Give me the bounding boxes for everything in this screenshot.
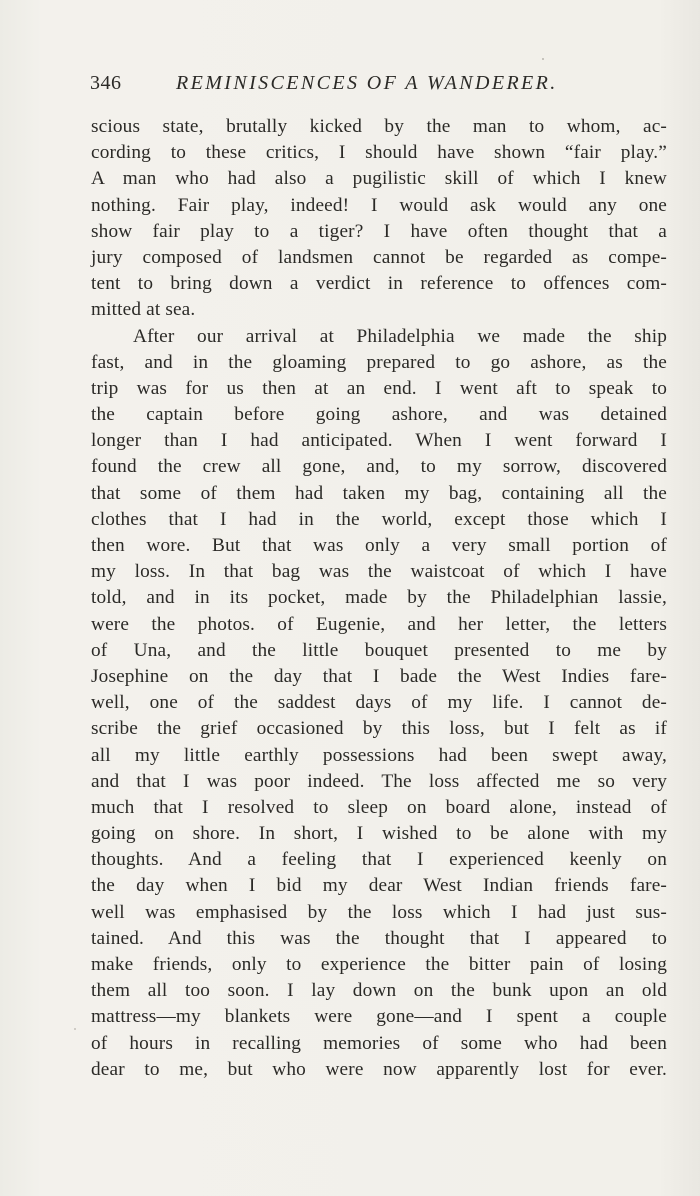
text-line: found the crew all gone, and, to my sorrow, discovered: [91, 456, 667, 478]
text-line: mattress—my blankets were gone—and I spent a couple: [91, 1006, 667, 1028]
text-line: much that I resolved to sleep on board alone, instead of: [91, 796, 667, 818]
body-text: [91, 114, 667, 1083]
text-line: clothes that I had in the world, except those which I: [91, 508, 667, 530]
text-line: told, and in its pocket, made by the Philadelphian lassie,: [91, 587, 667, 609]
text-line: make friends, only to experience the bitter pain of losing: [91, 954, 667, 975]
paragraph-first-line: After our arrival at Philadelphia we made the ship: [133, 325, 667, 347]
text-line: thoughts. And a feeling that I experienced keenly on: [91, 849, 667, 871]
text-line: all my little earthly possessions had been swept away,: [91, 744, 667, 766]
page-header: [90, 72, 668, 106]
paper-speck: [74, 1028, 76, 1030]
text-line: and that I was poor indeed. The loss affected me so very: [91, 770, 667, 792]
text-line: scribe the grief occasioned by this loss, but I felt as if: [91, 718, 667, 740]
text-line: the captain before going ashore, and was detained: [91, 404, 667, 426]
paper-speck: [542, 58, 544, 60]
text-line: A man who had also a pugilistic skill of which I knew: [91, 168, 667, 190]
text-line: show fair play to a tiger? I have often thought that a: [91, 220, 667, 242]
text-line: then wore. But that was only a very small portion of: [91, 535, 667, 556]
text-line: my loss. In that bag was the waistcoat of which I have: [91, 561, 667, 583]
text-line: dear to me, but who were now apparently lost for ever.: [91, 1058, 667, 1080]
text-line: jury composed of landsmen cannot be regarded as compe-: [91, 246, 667, 268]
text-line: them all too soon. I lay down on the bunk upon an old: [91, 980, 667, 1002]
paragraph-end-line: mitted at sea.: [91, 299, 196, 321]
text-line: well was emphasised by the loss which I had just sus-: [91, 901, 667, 923]
running-head: REMINISCENCES OF A WANDERER.: [176, 72, 558, 94]
text-line: tained. And this was the thought that I appeared to: [91, 927, 667, 949]
text-line: nothing. Fair play, indeed! I would ask would any one: [91, 194, 667, 216]
text-line: were the photos. of Eugenie, and her letter, the letters: [91, 613, 667, 635]
text-line: of Una, and the little bouquet presented to me by: [91, 639, 667, 661]
text-line: that some of them had taken my bag, containing all the: [91, 482, 667, 504]
text-line: of hours in recalling memories of some who had been: [91, 1032, 667, 1054]
text-line: fast, and in the gloaming prepared to go ashore, as the: [91, 351, 667, 373]
text-line: going on shore. In short, I wished to be alone with my: [91, 823, 667, 845]
text-line: the day when I bid my dear West Indian friends fare-: [91, 875, 667, 897]
text-line: well, one of the saddest days of my life. I cannot de-: [91, 692, 667, 714]
text-line: cording to these critics, I should have shown “fair play.”: [91, 142, 667, 164]
text-line: tent to bring down a verdict in reference to offences com-: [91, 273, 667, 295]
text-line: trip was for us then at an end. I went aft to speak to: [91, 377, 667, 399]
text-line: Josephine on the day that I bade the West Indies fare-: [91, 665, 667, 687]
text-line: longer than I had anticipated. When I went forward I: [91, 430, 667, 452]
page-number: 346: [90, 72, 122, 94]
text-line: scious state, brutally kicked by the man to whom, ac-: [91, 116, 667, 137]
